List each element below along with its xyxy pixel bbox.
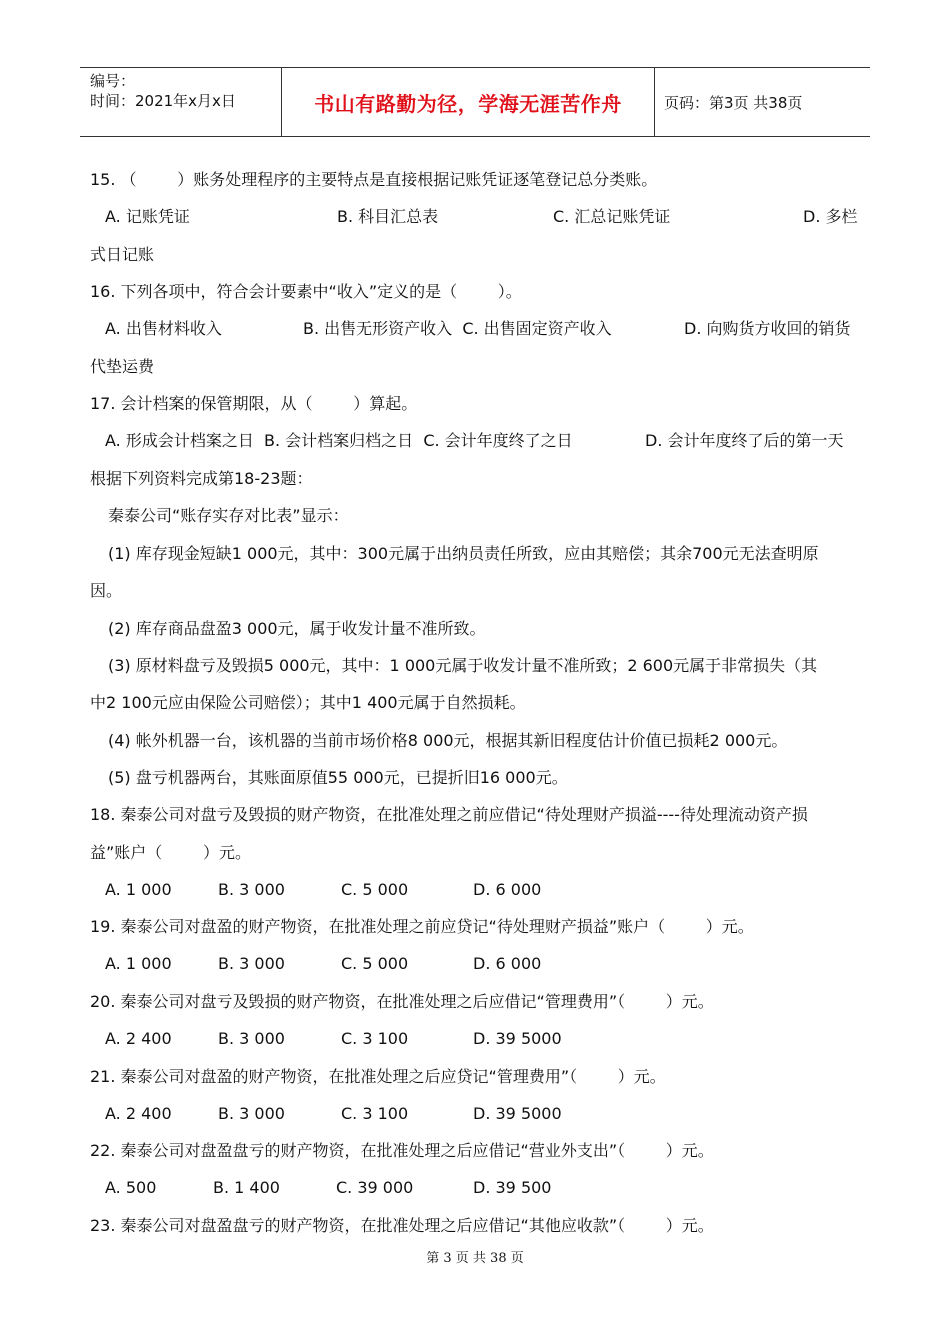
question-18-stem: 18. 秦泰公司对盘亏及毁损的财产物资，在批准处理之前应借记“待处理财产损溢----待处理流动资产损 (90, 805, 808, 824)
question-15-stem: 15. （ ）账务处理程序的主要特点是直接根据记账凭证逐笔登记总分类账。 (90, 170, 658, 189)
question-16-stem: 16. 下列各项中，符合会计要素中“收入”定义的是（ ）。 (90, 282, 522, 301)
q18-option-a: A. 1 000 (105, 880, 172, 899)
q17-options-abc: A. 形成会计档案之日 B. 会计档案归档之日 C. 会计年度终了之日 (105, 431, 573, 450)
q19-option-b: B. 3 000 (218, 954, 285, 973)
header-motto: 书山有路勤为径，学海无涯苦作舟 (314, 91, 622, 116)
page-code: 页码：第3页 共38页 (664, 94, 803, 112)
q20-option-b: B. 3 000 (218, 1029, 285, 1048)
q15-option-d-cont: 式日记账 (90, 245, 155, 264)
page-header (80, 67, 870, 137)
q22-option-c: C. 39 000 (336, 1178, 414, 1197)
q22-option-b: B. 1 400 (213, 1178, 280, 1197)
q15-option-c: C. 汇总记账凭证 (553, 207, 671, 226)
q22-option-d: D. 39 500 (473, 1178, 552, 1197)
material-item-5: (5) 盘亏机器两台，其账面原值55 000元，已提折旧16 000元。 (108, 768, 568, 787)
question-17-stem: 17. 会计档案的保管期限，从（ ）算起。 (90, 394, 418, 413)
question-22-stem: 22. 秦泰公司对盘盈盘亏的财产物资，在批准处理之后应借记“营业外支出”（ ）元。 (90, 1141, 714, 1160)
q15-option-b: B. 科目汇总表 (337, 207, 439, 226)
q19-option-a: A. 1 000 (105, 954, 172, 973)
q16-option-d: D. 向购货方收回的销货 (684, 319, 851, 338)
q19-option-c: C. 5 000 (341, 954, 409, 973)
serial-number-label: 编号： (90, 72, 136, 90)
header-divider (654, 68, 655, 136)
q20-option-c: C. 3 100 (341, 1029, 409, 1048)
q20-option-d: D. 39 5000 (473, 1029, 562, 1048)
q15-option-a: A. 记账凭证 (105, 207, 190, 226)
q21-option-a: A. 2 400 (105, 1104, 172, 1123)
q21-option-c: C. 3 100 (341, 1104, 409, 1123)
question-21-stem: 21. 秦泰公司对盘盈的财产物资，在批准处理之后应贷记“管理费用”（ ）元。 (90, 1067, 666, 1086)
question-23-stem: 23. 秦泰公司对盘盈盘亏的财产物资，在批准处理之后应借记“其他应收款”（ ）元。 (90, 1216, 714, 1235)
question-19-stem: 19. 秦泰公司对盘盈的财产物资，在批准处理之前应贷记“待处理财产损益”账户（ ）元。 (90, 917, 754, 936)
material-item-2: (2) 库存商品盘盈3 000元，属于收发计量不准所致。 (108, 619, 486, 638)
q16-option-a: A. 出售材料收入 (105, 319, 222, 338)
q19-option-d: D. 6 000 (473, 954, 542, 973)
question-20-stem: 20. 秦泰公司对盘亏及毁损的财产物资，在批准处理之后应借记“管理费用”（ ）元。 (90, 992, 714, 1011)
q22-option-a: A. 500 (105, 1178, 157, 1197)
q15-option-d: D. 多栏 (803, 207, 858, 226)
q21-option-d: D. 39 5000 (473, 1104, 562, 1123)
material-item-1-cont: 因。 (90, 581, 123, 600)
date-label: 时间：2021年x月x日 (90, 92, 236, 110)
material-company: 秦泰公司“账存实存对比表”显示： (108, 506, 349, 525)
q20-option-a: A. 2 400 (105, 1029, 172, 1048)
q18-option-d: D. 6 000 (473, 880, 542, 899)
material-item-3-cont: 中2 100元应由保险公司赔偿）；其中1 400元属于自然损耗。 (90, 693, 526, 712)
page-footer: 第 3 页 共 38 页 (426, 1251, 524, 1266)
material-item-4: (4) 帐外机器一台，该机器的当前市场价格8 000元，根据其新旧程度估计价值已损耗2 000元。 (108, 731, 788, 750)
q21-option-b: B. 3 000 (218, 1104, 285, 1123)
q16-option-d-cont: 代垫运费 (90, 357, 155, 376)
q17-option-d: D. 会计年度终了后的第一天 (645, 431, 844, 450)
question-18-stem-cont: 益”账户（ ）元。 (90, 843, 251, 862)
material-item-1: (1) 库存现金短缺1 000元，其中：300元属于出纳员责任所致，应由其赔偿；其余700元无法查明原 (108, 544, 819, 563)
material-item-3: (3) 原材料盘亏及毁损5 000元，其中：1 000元属于收发计量不准所致；2 600元属于非常损失（其 (108, 656, 818, 675)
material-intro: 根据下列资料完成第18-23题： (90, 469, 313, 488)
q16-option-bc: B. 出售无形资产收入 C. 出售固定资产收入 (303, 319, 612, 338)
q18-option-b: B. 3 000 (218, 880, 285, 899)
q18-option-c: C. 5 000 (341, 880, 409, 899)
